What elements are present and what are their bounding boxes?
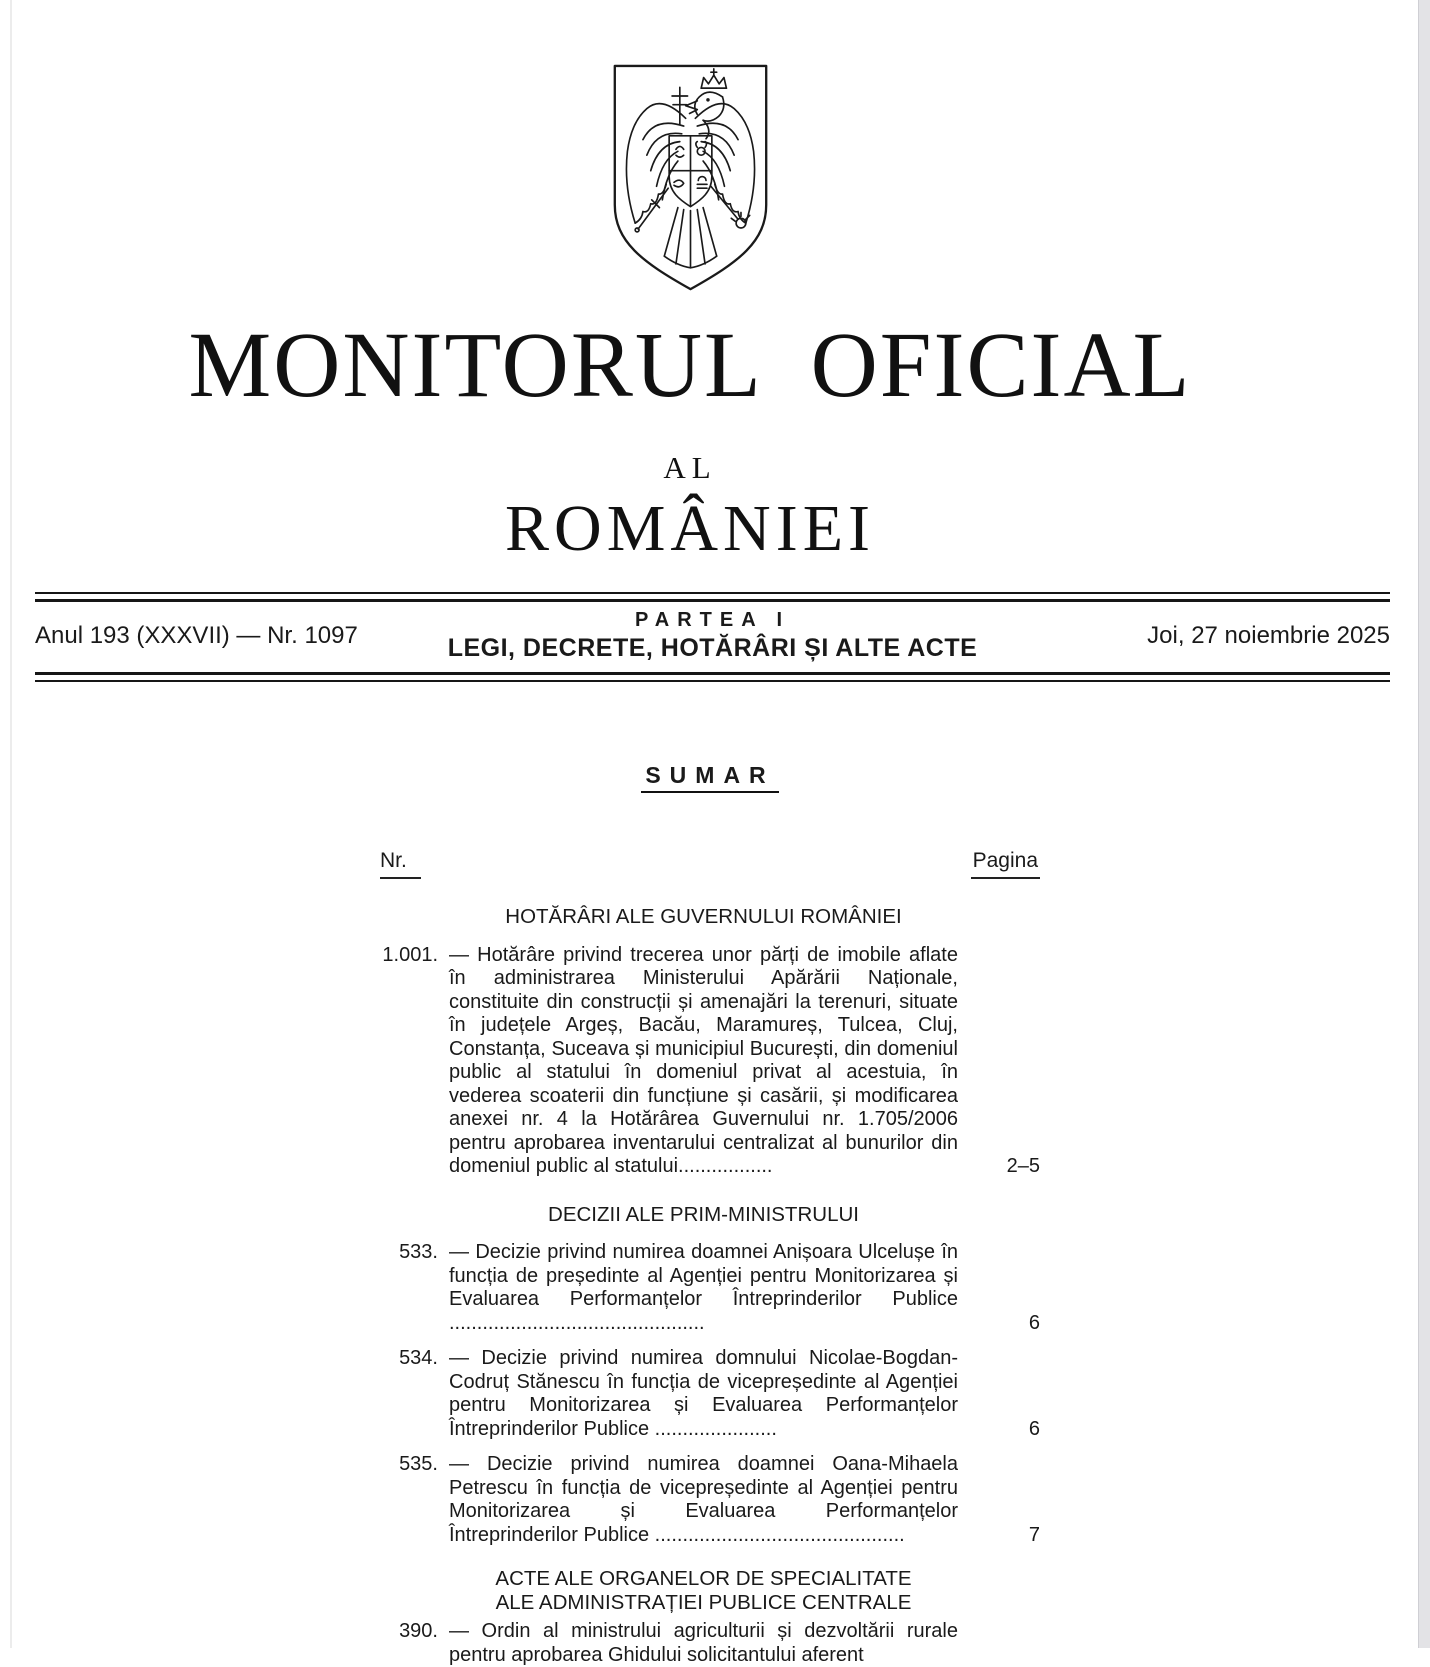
part-subtitle: LEGI, DECRETE, HOTĂRÂRI ȘI ALTE ACTE <box>447 634 978 662</box>
entry-number: 535. <box>399 1453 438 1475</box>
toc-entry <box>380 944 1040 1179</box>
toc-entry <box>380 1453 1040 1547</box>
entry-page: 7 <box>1028 1523 1040 1546</box>
masthead-title: MONITORUL OFICIAL <box>188 314 1192 417</box>
entry-number: 1.001. <box>382 943 438 966</box>
toc-entry <box>380 1347 1040 1441</box>
rule-bottom-thin <box>35 680 1390 682</box>
section-heading: HOTĂRÂRI ALE GUVERNULUI ROMÂNIEI <box>505 905 902 928</box>
part-label: PARTEA I <box>634 609 791 631</box>
entry-text: — Ordin al ministrului agriculturii și dezvoltării rurale pentru aprobarea Ghidului solicitantului aferent <box>449 1620 958 1666</box>
page-edge-line <box>10 0 12 1648</box>
issue-date: Joi, 27 noiembrie 2025 <box>1147 622 1390 649</box>
column-label-nr: Nr. <box>380 849 421 879</box>
entry-page: 6 <box>1028 1417 1040 1440</box>
masthead-title-al: AL <box>663 450 717 485</box>
entry-number: 533. <box>399 1241 438 1263</box>
rule-bottom-thick <box>35 672 1390 675</box>
table-of-contents <box>380 849 1040 1667</box>
summary-title-wrap <box>380 762 1040 789</box>
part-block <box>448 609 978 663</box>
toc-column-labels <box>380 849 1040 879</box>
masthead <box>0 0 1380 565</box>
masthead-title-romaniei: ROMÂNIEI <box>505 492 875 565</box>
column-label-pagina: Pagina <box>971 849 1040 879</box>
issue-info: Anul 193 (XXXVII) — Nr. 1097 <box>35 622 358 649</box>
entry-number: 534. <box>399 1347 438 1369</box>
header-band <box>35 592 1390 682</box>
summary-title: SUMAR <box>641 762 778 793</box>
entry-text: — Hotărâre privind trecerea unor părți de imobile aflate în administrarea Ministerului Apărării Naționale, constituite din construcții și amenajări la terenuri, situate în județele Argeș, Bacău, Maramureș, Tulcea, Cluj, Constanța, Suceava și municipiul București, din domeniul public al statului în domeniul privat al acestuia, în vederea scoaterii din funcțiune și casării, și modificarea anexei nr. 4 la Hotărârea Guvernului nr. 1.705/2006 pentru aprobarea inventarului centralizat al bunurilor din domeniul public al statului................. <box>449 943 958 1177</box>
toc-entry <box>380 1241 1040 1335</box>
section-heading: DECIZII ALE PRIM-MINISTRULUI <box>548 1202 859 1226</box>
entry-text: — Decizie privind numirea doamnei Oana-Mihaela Petrescu în funcția de vicepreședinte al Agenției pentru Monitorizarea și Evaluarea Performanțelor Întreprinderilor Publice ............................................. <box>449 1453 958 1546</box>
section-heading: ACTE ALE ORGANELOR DE SPECIALITATE ALE ADMINISTRAȚIEI PUBLICE CENTRALE <box>495 1567 912 1614</box>
entry-page: 6 <box>1028 1311 1040 1334</box>
entry-number: 390. <box>399 1620 438 1642</box>
romanian-coat-of-arms-icon <box>608 62 773 295</box>
toc-entry <box>380 1620 1040 1667</box>
entry-text: — Decizie privind numirea domnului Nicolae-Bogdan-Codruț Stănescu în funcția de vicepreședinte al Agenției pentru Monitorizarea și Evaluarea Performanțelor Întreprinderilor Publice ...................... <box>449 1347 958 1440</box>
rule-top-thin <box>35 592 1390 594</box>
entry-text: — Decizie privind numirea doamnei Anișoara Ulcelușe în funcția de președinte al Agenției pentru Monitorizarea și Evaluarea Performanțelor Întreprinderilor Publice .............................................. <box>449 1241 958 1334</box>
scrollbar-track[interactable] <box>1418 0 1430 1648</box>
entry-page: 2–5 <box>1006 1155 1040 1177</box>
